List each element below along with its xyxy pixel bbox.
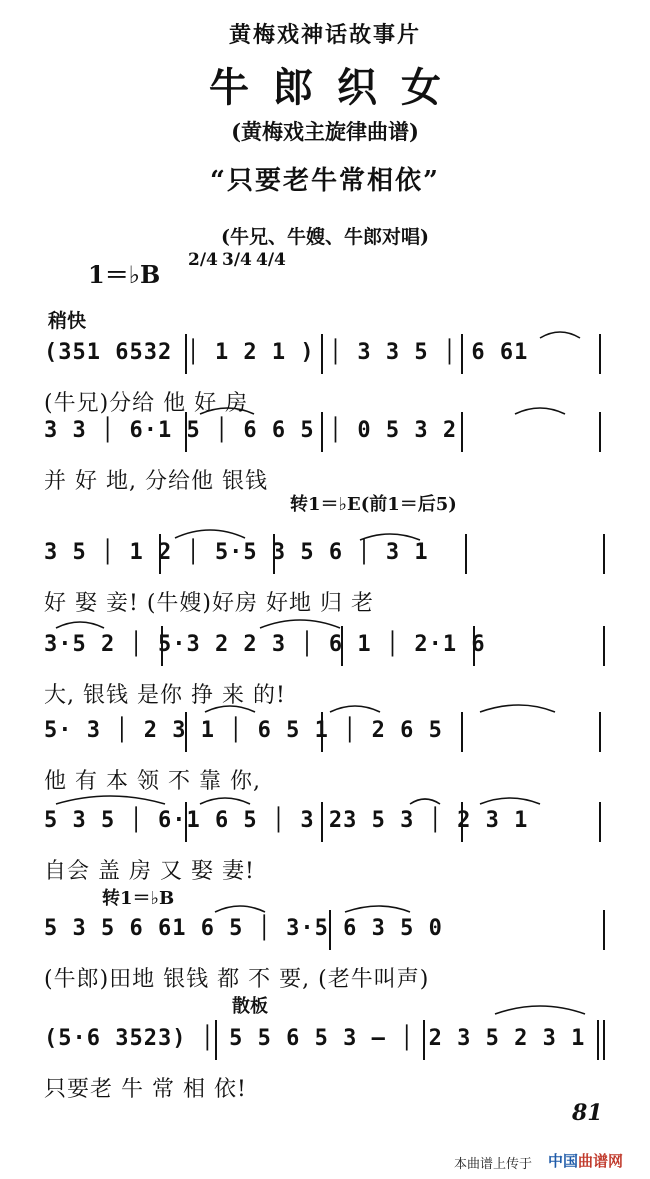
notation: 3 5 │ 1 2 │ 5·5 3 5 6 │ 3 1 [44, 540, 429, 565]
slur-mark [480, 798, 540, 804]
slur-mark [200, 798, 250, 804]
slur-mark [56, 622, 104, 628]
lyrics: 只要老 牛 常 相 依! [44, 1077, 247, 1102]
lyrics: 他 有 本 领 不 靠 你, [44, 769, 261, 794]
slur-mark [345, 906, 410, 912]
modulation-marking: 转1＝♭B [102, 888, 175, 909]
modulation-marking: 转1＝♭E(前1＝后5) [290, 494, 457, 515]
notation: 3 3 │ 6·1 5 │ 6 6 5 │ 0 5 3 2 [44, 418, 458, 443]
slur-mark [56, 796, 165, 804]
notation: 5 3 5 │ 6·1 6 5 │ 3 23 5 3 │ 2 3 1 [44, 808, 529, 833]
lyrics: 大, 银钱 是你 挣 来 的! [44, 683, 286, 708]
slur-mark [480, 705, 555, 712]
time-signatures [188, 252, 290, 268]
slur-mark [175, 530, 245, 538]
notation: 5· 3 │ 2 3 1 │ 6 5 1 │ 2 6 5 [44, 718, 443, 743]
singers-note: (牛兄、牛嫂、牛郎对唱) [221, 226, 429, 248]
notation: 3·5 2 │ 5·3 2 2 3 │ 6 1 │ 2·1 6 [44, 632, 486, 657]
upload-note: 本曲谱上传于 [454, 1157, 533, 1172]
page-number: 81 [572, 1100, 603, 1126]
slur-mark [515, 408, 565, 414]
sanban-marking: 散板 [232, 996, 268, 1017]
opera-title: 牛郎织女 [209, 64, 465, 111]
slur-mark [215, 906, 265, 912]
slur-mark [410, 799, 440, 804]
slur-mark [495, 1006, 585, 1014]
key-signature: 1＝♭B [88, 260, 161, 289]
time-signature: 2/4 [188, 250, 218, 270]
lyrics: (牛兄)分给 他 好 房 [44, 391, 249, 416]
lyrics: 自会 盖 房 又 娶 妻! [44, 859, 255, 884]
lyrics: 并 好 地, 分给他 银钱 [44, 469, 268, 494]
time-signature: 4/4 [256, 250, 286, 270]
score-subtitle: (黄梅戏主旋律曲谱) [231, 119, 419, 144]
lyrics: 好 娶 妾! (牛嫂)好房 好地 归 老 [44, 591, 374, 616]
time-signature: 3/4 [222, 250, 252, 270]
film-supertitle: 黄梅戏神话故事片 [228, 22, 421, 48]
song-title: “只要老牛常相依” [210, 166, 440, 196]
slur-mark [330, 706, 380, 712]
notation: 5 3 5 6 61 6 5 │ 3·5 6 3 5 0 [44, 916, 443, 941]
site-logo[interactable]: 中国曲谱网 [548, 1152, 624, 1170]
tempo-marking: 稍快 [48, 310, 87, 332]
notation: (351 6532 │ 1 2 1 ) │ 3 3 5 │ 6 61 [44, 340, 529, 365]
notation: (5·6 3523) │ 5 5 6 5 3 — │ 2 3 5 2 3 1 [44, 1026, 586, 1051]
slur-mark [540, 332, 580, 338]
lyrics: (牛郎)田地 银钱 都 不 要, (老牛叫声) [44, 967, 430, 992]
slur-mark [260, 620, 340, 628]
